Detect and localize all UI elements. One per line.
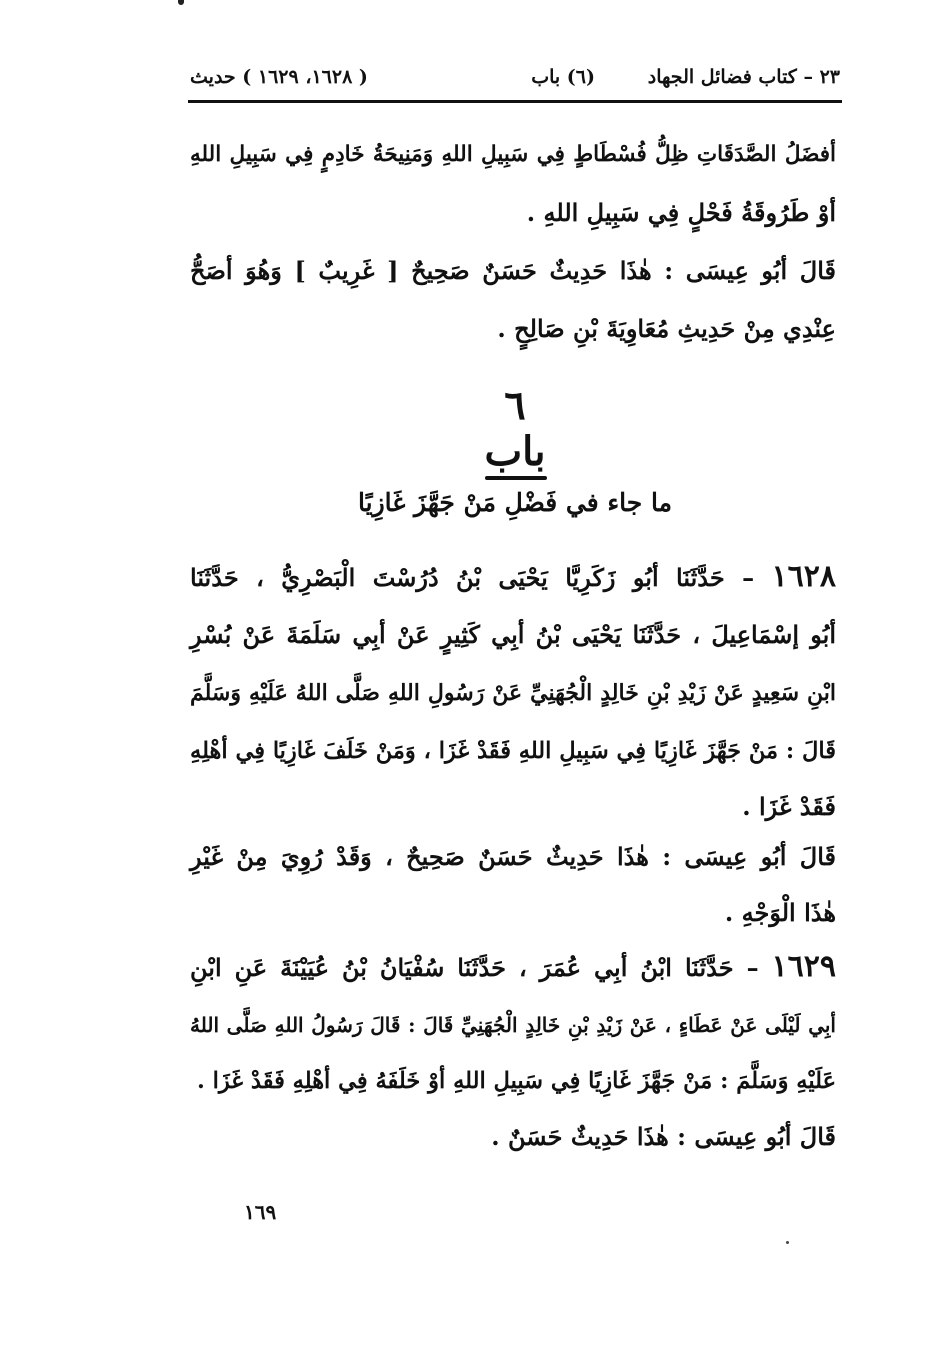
text-line: أبِي لَيْلَى عَنْ عَطَاءٍ ، عَنْ زَيْدِ بْنِ خَالِدٍ الْجُهَنِيِّ قَالَ : قَالَ رَسُولُ اللهِ صَلَّى اللهُ bbox=[190, 1013, 836, 1037]
chapter-label: باب bbox=[484, 428, 546, 475]
text-line: عِنْدِي مِنْ حَدِيثِ مُعَاوِيَةَ بْنِ صَالِحٍ . bbox=[497, 314, 836, 343]
page-number: ١٦٩ bbox=[244, 1200, 277, 1224]
hadith-number: ١٦٢٩ bbox=[771, 949, 836, 984]
header-book-title: ٢٣ – كتاب فضائل الجهاد bbox=[647, 66, 840, 88]
ink-mark bbox=[178, 0, 184, 5]
text-line: عَلَيْهِ وَسَلَّمَ : مَنْ جَهَّزَ غَازِيًا فِي سَبِيلِ اللهِ أوْ خَلَفَهُ فِي أهْلِهِ فَقَدْ غَزَا . bbox=[196, 1068, 836, 1094]
chapter-underline bbox=[485, 476, 547, 480]
text-line: فَقَدْ غَزَا . bbox=[742, 792, 836, 821]
text-line: أوْ طَرُوقَةُ فَحْلٍ فِي سَبِيلِ اللهِ . bbox=[526, 198, 836, 227]
header-chapter: (٦) باب bbox=[531, 66, 595, 88]
hadith-number: ١٦٢٨ bbox=[771, 559, 836, 594]
text-line: قَالَ أبُو عِيسَى : هٰذَا حَدِيثٌ حَسَنٌ . bbox=[491, 1122, 836, 1151]
header-rule bbox=[188, 100, 842, 103]
hadith-text: – حَدَّثَنَا ابْنُ أبِي عُمَرَ ، حَدَّثَنَا سُفْيَانُ بْنُ عُيَيْنَةَ عَنِ ابْنِ bbox=[190, 953, 759, 982]
ink-speck bbox=[786, 1241, 789, 1244]
chapter-title: ما جاء في فَضْلِ مَنْ جَهَّزَ غَازِيًا bbox=[358, 488, 672, 517]
hadith-1629-line bbox=[190, 950, 836, 985]
text-line: قَالَ أبُو عِيسَى : هٰذَا حَدِيثٌ حَسَنٌ صَحِيحٌ ، وَقَدْ رُوِيَ مِنْ غَيْرِ bbox=[190, 842, 836, 871]
text-line: ابْنِ سَعِيدٍ عَنْ زَيْدِ بْنِ خَالِدٍ الْجُهَنِيِّ عَنْ رَسُولِ اللهِ صَلَّى اللهُ عَلَيْهِ وَسَلَّمَ bbox=[190, 680, 836, 706]
text-line: هٰذَا الْوَجْهِ . bbox=[724, 898, 836, 927]
text-line: قَالَ : مَنْ جَهَّزَ غَازِيًا فِي سَبِيلِ اللهِ فَقَدْ غَزَا ، وَمَنْ خَلَفَ غَازِيًا فِي أهْلِهِ bbox=[190, 738, 836, 764]
header-hadith-range: ( ١٦٢٨، ١٦٢٩ ) حديث bbox=[190, 66, 368, 88]
chapter-number: ٦ bbox=[504, 382, 526, 429]
hadith-text: – حَدَّثَنَا أبُو زَكَرِيَّا يَحْيَى بْنُ دُرُسْتَ الْبَصْرِيُّ ، حَدَّثَنَا bbox=[190, 563, 755, 592]
text-line: أفضَلُ الصَّدَقَاتِ ظِلُّ فُسْطَاطٍ فِي سَبِيلِ اللهِ وَمَنِيحَةُ خَادِمٍ فِي سَبِيلِ اللهِ bbox=[190, 142, 836, 167]
text-line: أبُو إسْمَاعِيلَ ، حَدَّثَنَا يَحْيَى بْنُ أبِي كَثِيرٍ عَنْ أبِي سَلَمَةَ عَنْ بُسْرِ bbox=[190, 620, 836, 649]
running-header bbox=[190, 62, 840, 100]
hadith-1628-line bbox=[190, 560, 836, 595]
text-line: قَالَ أبُو عِيسَى : هٰذَا حَدِيثٌ حَسَنٌ صَحِيحٌ [ غَرِيبٌ ] وَهُوَ أصَحُّ bbox=[190, 256, 836, 285]
